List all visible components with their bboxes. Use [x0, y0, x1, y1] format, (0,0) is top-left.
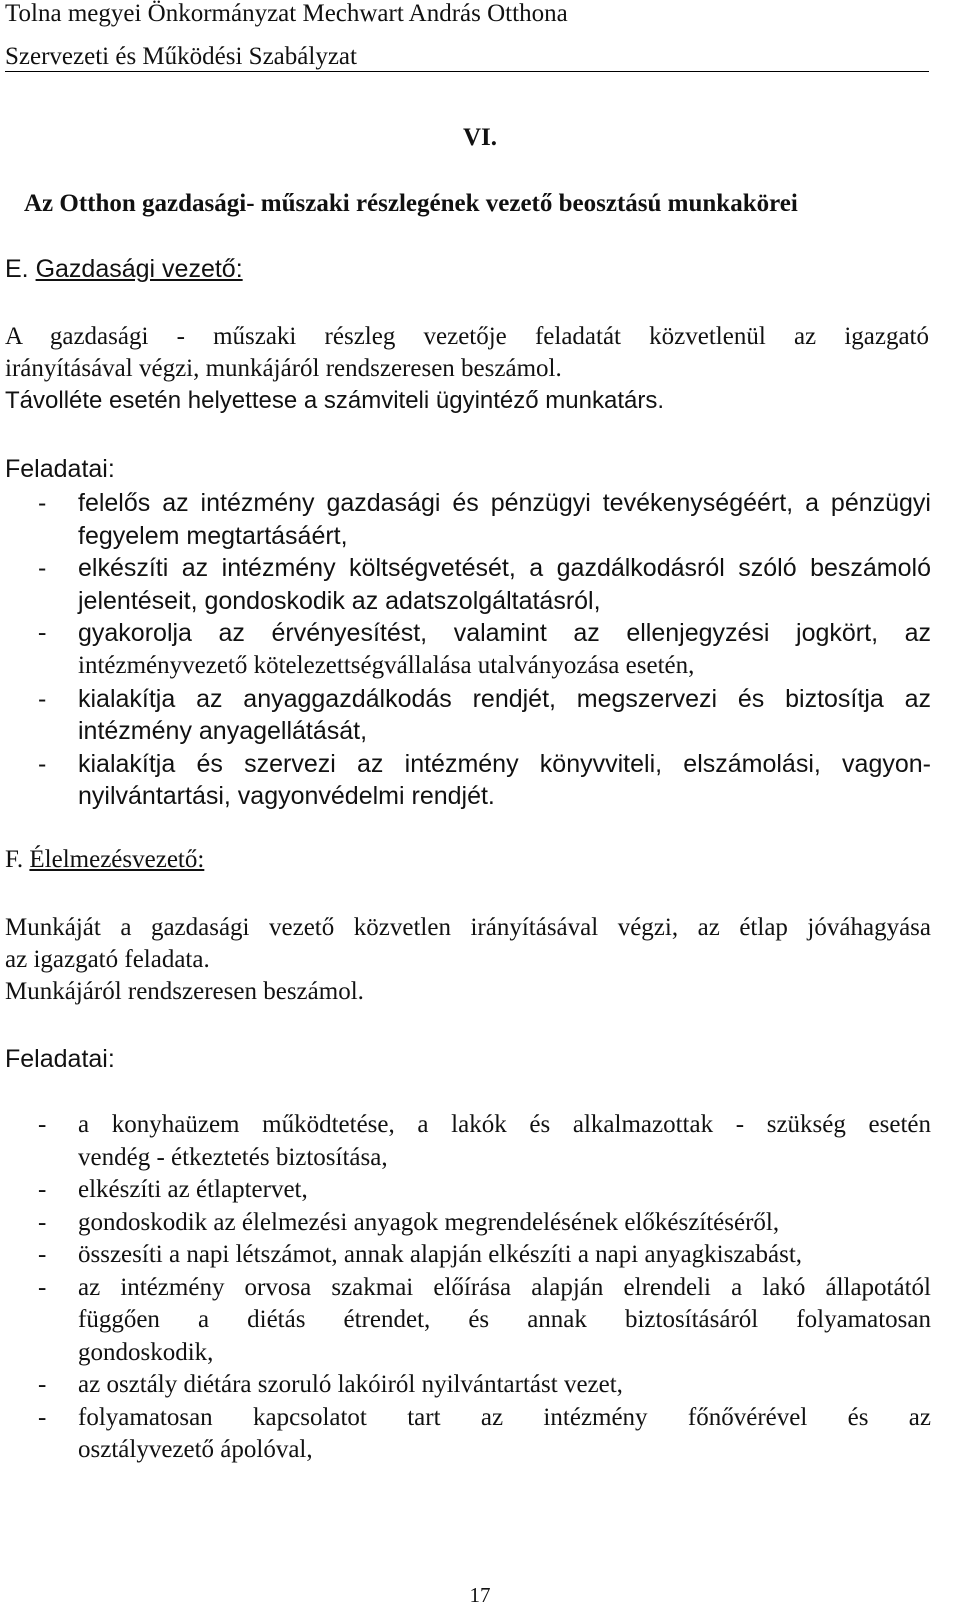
- list-item-text: kialakítja az anyaggazdálkodás rendjét, megszervezi és biztosítja az: [78, 684, 931, 713]
- e-tasks-label: Feladatai:: [5, 455, 115, 483]
- heading-f-title: Élelmezésvezető:: [29, 846, 205, 873]
- e-intro: [5, 321, 929, 417]
- list-item-text: intézmény anyagellátását,: [78, 717, 368, 746]
- list-item: [5, 552, 931, 617]
- f-intro: [5, 912, 931, 1008]
- section-title: Az Otthon gazdasági- műszaki részlegének vezető beosztású munkakörei: [24, 190, 798, 217]
- list-item-text: nyilvántartási, vagyonvédelmi rendjét.: [78, 782, 495, 811]
- list-item-text: jelentéseit, gondoskodik az adatszolgáltatásról,: [78, 586, 601, 615]
- list-item: [5, 1109, 931, 1174]
- list-item: [5, 1207, 931, 1240]
- chapter-number: VI.: [462, 124, 498, 151]
- list-item: [5, 487, 931, 552]
- list-dash: -: [38, 619, 47, 647]
- list-dash: -: [38, 684, 47, 713]
- f-intro-line: Munkáját a gazdasági vezető közvetlen irányításával végzi, az étlap jóváhagyása: [5, 914, 931, 941]
- list-item-text: fegyelem megtartásáért,: [78, 521, 348, 550]
- list-dash: -: [38, 1273, 47, 1301]
- heading-f: [5, 846, 204, 874]
- list-item-text: az intézmény orvosa szakmai előírása alapján elrendeli a lakó állapotától: [78, 1273, 931, 1301]
- f-task-list: [5, 1109, 931, 1467]
- list-dash: -: [38, 554, 47, 583]
- list-item-text: elkészíti az étlaptervet,: [78, 1176, 308, 1203]
- e-intro-line: Távolléte esetén helyettese a számviteli ügyintéző munkatárs.: [5, 387, 665, 414]
- f-intro-line: az igazgató feladata.: [5, 946, 210, 973]
- list-dash: -: [38, 1241, 47, 1268]
- list-dash: -: [38, 489, 47, 517]
- list-item-text: függően a diétás étrendet, és annak biztosításáról folyamatosan: [78, 1306, 931, 1333]
- e-task-list: [5, 487, 931, 813]
- list-item: [5, 683, 931, 748]
- list-dash: -: [38, 749, 47, 778]
- list-dash: -: [38, 1176, 47, 1203]
- heading-e-title: Gazdasági vezető:: [35, 255, 243, 283]
- list-item-text: intézményvezető kötelezettségvállalása utalványozása esetén,: [78, 651, 695, 679]
- list-item-text: gyakorolja az érvényesítést, valamint az ellenjegyzési jogkört, az: [78, 619, 931, 648]
- f-tasks-label: Feladatai:: [5, 1045, 115, 1073]
- list-item-text: felelős az intézmény gazdasági és pénzügyi tevékenységéért, a pénzügyi: [78, 489, 931, 517]
- heading-f-prefix: F.: [5, 846, 24, 873]
- list-item: [5, 1369, 931, 1402]
- list-dash: -: [38, 1111, 47, 1138]
- list-item-text: gondoskodik az élelmezési anyagok megrendelésének előkészítéséről,: [78, 1208, 780, 1236]
- list-item: [5, 1174, 931, 1207]
- list-item-text: kialakítja és szervezi az intézmény könyvviteli, elszámolási, vagyon-: [78, 749, 931, 778]
- e-intro-line: irányításával végzi, munkájáról rendszeresen beszámol.: [5, 355, 562, 382]
- list-dash: -: [38, 1371, 47, 1398]
- list-item: [5, 1402, 931, 1467]
- list-dash: -: [38, 1208, 47, 1236]
- list-item-text: a konyhaüzem működtetése, a lakók és alkalmazottak - szükség esetén: [78, 1111, 931, 1138]
- list-item-text: összesíti a napi létszámot, annak alapján elkészíti a napi anyagkiszabást,: [78, 1241, 803, 1268]
- list-item-text: vendég - étkeztetés biztosítása,: [78, 1143, 388, 1171]
- list-item-text: gondoskodik,: [78, 1338, 214, 1366]
- heading-e: [5, 255, 243, 284]
- list-item-text: osztályvezető ápolóval,: [78, 1436, 313, 1463]
- f-intro-line: Munkájáról rendszeresen beszámol.: [5, 978, 364, 1005]
- list-item: [5, 1239, 931, 1272]
- e-intro-line: A gazdasági - műszaki részleg vezetője feladatát közvetlenül az igazgató: [5, 323, 929, 350]
- list-item: [5, 748, 931, 813]
- header-doc-title: Szervezeti és Működési Szabályzat: [5, 43, 357, 70]
- header-org: Tolna megyei Önkormányzat Mechwart András Otthona: [5, 0, 568, 27]
- header-rule: [5, 71, 929, 72]
- heading-e-prefix: E.: [5, 255, 29, 283]
- list-item-text: folyamatosan kapcsolatot tart az intézmény főnővérével és az: [78, 1403, 931, 1431]
- list-item: [5, 617, 931, 682]
- page-number: 17: [469, 1583, 491, 1607]
- list-item-text: elkészíti az intézmény költségvetését, a gazdálkodásról szóló beszámoló: [78, 554, 931, 583]
- list-dash: -: [38, 1403, 47, 1431]
- list-item-text: az osztály diétára szoruló lakóiról nyilvántartást vezet,: [78, 1371, 623, 1398]
- list-item: [5, 1272, 931, 1370]
